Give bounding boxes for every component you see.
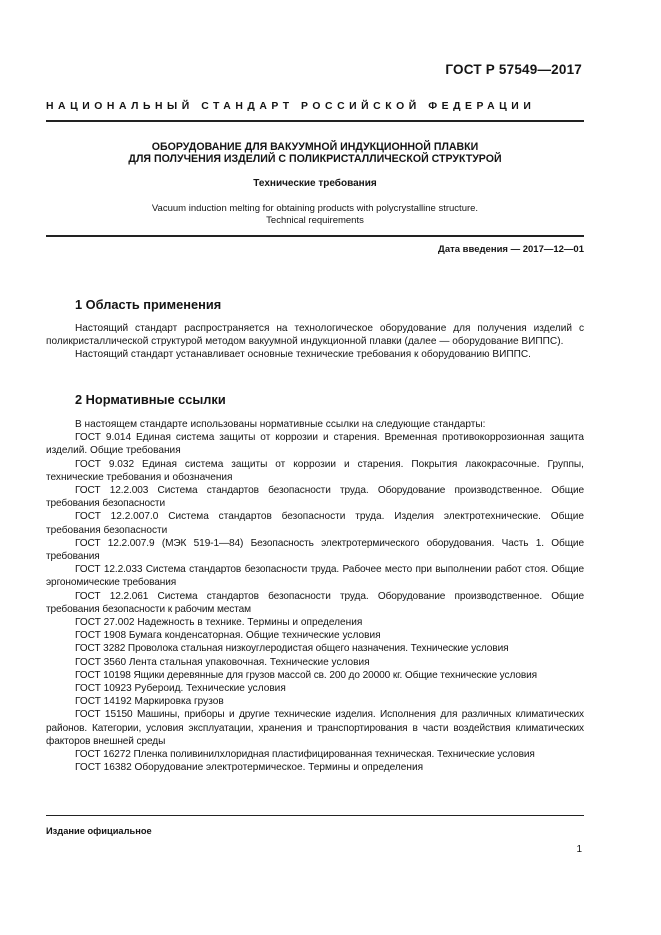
section-1-heading: 1 Область применения xyxy=(75,297,222,312)
document-title xyxy=(46,141,584,165)
reference-item: ГОСТ 16382 Оборудование электротермическое. Термины и определения xyxy=(75,762,424,774)
reference-item: ГОСТ 12.2.007.0 Система стандартов безопасности труда. Изделия электротехнические. Общие требования безопасности xyxy=(46,511,584,536)
page-number: 1 xyxy=(576,844,582,855)
reference-item: ГОСТ 15150 Машины, приборы и другие технические изделия. Исполнения для различных климатических районов. Категории, условия эксплуатации, хранения и транспортирования в части воздействия климатических факторов внешней среды xyxy=(46,709,584,747)
section-1-paragraph: Настоящий стандарт распространяется на технологическое оборудование для получения изделий с поликристаллической структурой методом вакуумной индукционной плавки (далее — оборудование ВИППС). xyxy=(46,323,584,348)
english-title xyxy=(46,203,584,227)
reference-item: ГОСТ 27.002 Надежность в технике. Термины и определения xyxy=(75,617,363,629)
reference-item: ГОСТ 12.2.007.9 (МЭК 519-1—84) Безопасность электротермического оборудования. Часть 1. Общие требования xyxy=(46,537,584,563)
title-line-1: ОБОРУДОВАНИЕ ДЛЯ ВАКУУМНОЙ ИНДУКЦИОННОЙ ПЛАВКИ xyxy=(151,141,479,153)
document-subtitle: Технические требования xyxy=(253,178,377,189)
section-2-heading: 2 Нормативные ссылки xyxy=(75,392,226,407)
gost-number: ГОСТ Р 57549—2017 xyxy=(445,62,582,77)
edition-label: Издание официальное xyxy=(46,826,152,836)
title-line-2: ДЛЯ ПОЛУЧЕНИЯ ИЗДЕЛИЙ С ПОЛИКРИСТАЛЛИЧЕСКОЙ СТРУКТУРОЙ xyxy=(128,153,502,165)
section-1-body xyxy=(46,322,584,362)
introduction-date: Дата введения — 2017—12—01 xyxy=(438,244,584,255)
reference-item: ГОСТ 3282 Проволока стальная низкоуглеродистая общего назначения. Технические условия xyxy=(75,643,509,655)
reference-item: ГОСТ 3560 Лента стальная упаковочная. Технические условия xyxy=(75,656,370,668)
reference-item: ГОСТ 1908 Бумага конденсаторная. Общие технические условия xyxy=(75,630,381,642)
english-title-line-1: Vacuum induction melting for obtaining products with polycrystalline structure. xyxy=(151,203,479,214)
reference-item: ГОСТ 12.2.003 Система стандартов безопасности труда. Оборудование производственное. Общие требования безопасности xyxy=(46,485,584,510)
reference-item: ГОСТ 12.2.033 Система стандартов безопасности труда. Рабочее место при выполнении работ стоя. Общие эргономические требования xyxy=(46,564,584,589)
reference-item: ГОСТ 10923 Рубероид. Технические условия xyxy=(75,683,286,695)
top-rule xyxy=(46,120,584,122)
bottom-rule xyxy=(46,235,584,237)
national-standard-banner: НАЦИОНАЛЬНЫЙ СТАНДАРТ РОССИЙСКОЙ ФЕДЕРАЦИИ xyxy=(46,101,536,112)
reference-item: ГОСТ 10198 Ящики деревянные для грузов массой св. 200 до 20000 кг. Общие технические условия xyxy=(75,669,538,681)
english-title-line-2: Technical requirements xyxy=(266,215,364,226)
reference-item: ГОСТ 16272 Пленка поливинилхлоридная пластифицированная техническая. Технические условия xyxy=(75,749,535,761)
footer-rule xyxy=(46,815,584,816)
section-2-body xyxy=(46,418,584,774)
reference-item: ГОСТ 12.2.061 Система стандартов безопасности труда. Оборудование производственное. Общие требования безопасности к рабочим местам xyxy=(46,590,584,615)
reference-item: ГОСТ 14192 Маркировка грузов xyxy=(75,696,224,708)
reference-item: ГОСТ 9.032 Единая система защиты от коррозии и старения. Покрытия лакокрасочные. Группы, технические требования и обозначения xyxy=(46,458,584,483)
section-2-paragraph: В настоящем стандарте использованы нормативные ссылки на следующие стандарты: xyxy=(75,419,486,430)
section-1-paragraph: Настоящий стандарт устанавливает основные технические требования к оборудованию ВИППС. xyxy=(75,349,531,361)
reference-item: ГОСТ 9.014 Единая система защиты от коррозии и старения. Временная противокоррозионная защита изделий. Общие требования xyxy=(46,432,584,457)
